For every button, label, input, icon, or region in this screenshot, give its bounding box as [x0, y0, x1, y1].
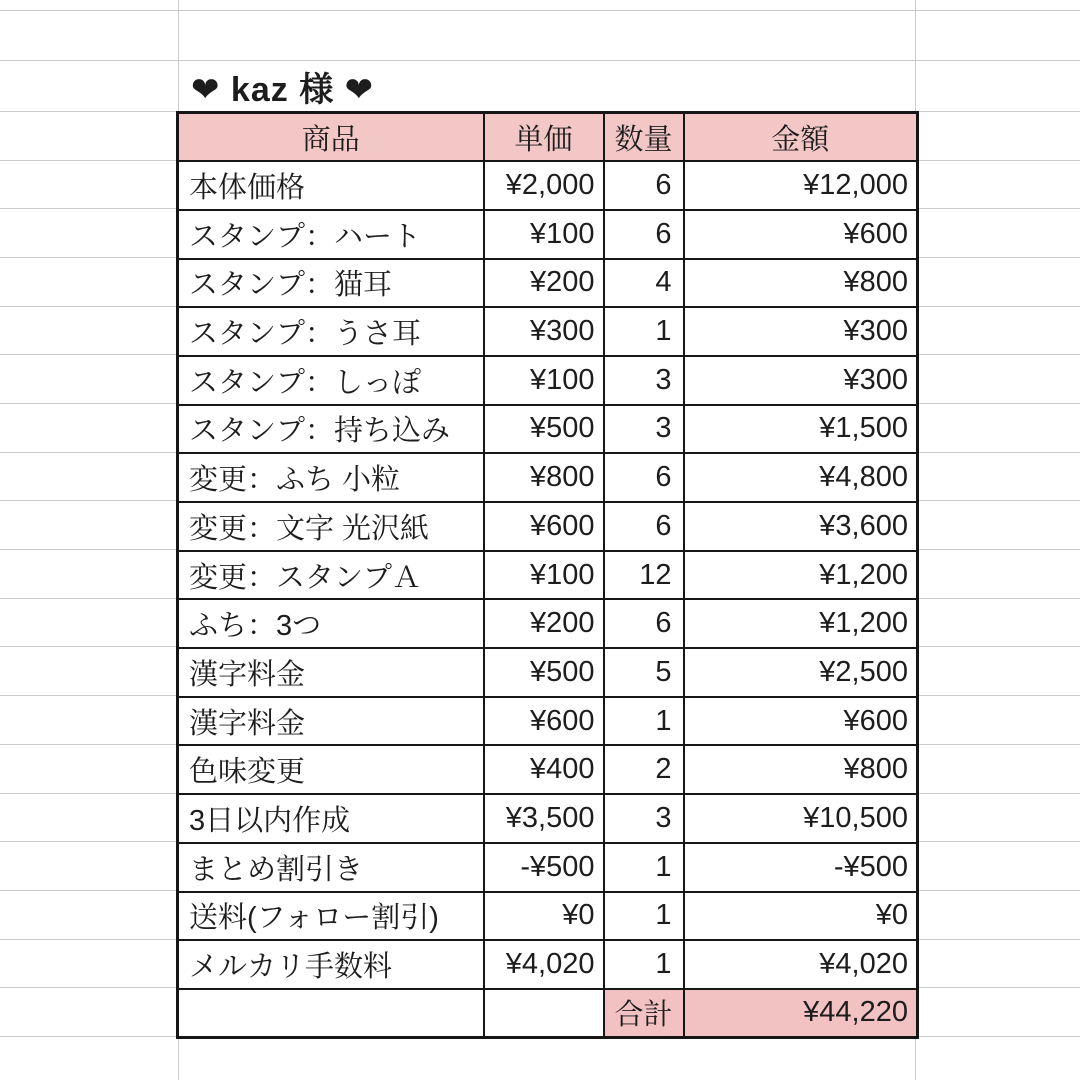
table-row [178, 843, 918, 892]
gridline-horizontal [0, 10, 1080, 11]
cell-unit-price[interactable]: ¥200 [484, 599, 604, 648]
table-row [178, 648, 918, 697]
cell-item[interactable]: 送料(フォロー割引) [178, 892, 484, 941]
table-body [178, 161, 918, 989]
cell-amount[interactable]: ¥800 [684, 745, 918, 794]
cell-qty[interactable]: 12 [604, 551, 684, 600]
cell-unit-price[interactable]: ¥200 [484, 259, 604, 308]
cell-amount[interactable]: ¥3,600 [684, 502, 918, 551]
invoice-table [176, 111, 919, 1039]
cell-amount[interactable]: -¥500 [684, 843, 918, 892]
cell-unit-price[interactable]: ¥0 [484, 892, 604, 941]
cell-qty[interactable]: 1 [604, 307, 684, 356]
cell-unit-price[interactable]: ¥500 [484, 648, 604, 697]
cell-qty[interactable]: 6 [604, 210, 684, 259]
cell-amount[interactable]: ¥1,200 [684, 599, 918, 648]
cell-qty[interactable]: 6 [604, 453, 684, 502]
cell-qty[interactable]: 6 [604, 161, 684, 210]
cell-amount[interactable]: ¥10,500 [684, 794, 918, 843]
table-row [178, 502, 918, 551]
cell-amount[interactable]: ¥300 [684, 356, 918, 405]
cell-unit-price[interactable]: ¥300 [484, 307, 604, 356]
cell-amount[interactable]: ¥12,000 [684, 161, 918, 210]
cell-unit-price[interactable]: ¥400 [484, 745, 604, 794]
cell-amount[interactable]: ¥1,200 [684, 551, 918, 600]
table-row [178, 551, 918, 600]
cell-amount[interactable]: ¥300 [684, 307, 918, 356]
customer-title: ❤ kaz 様 ❤ [191, 70, 375, 109]
table-row [178, 356, 918, 405]
table-row [178, 259, 918, 308]
cell-unit-price[interactable]: ¥3,500 [484, 794, 604, 843]
cell-qty[interactable]: 4 [604, 259, 684, 308]
cell-item[interactable]: ふち：3つ [178, 599, 484, 648]
cell-qty[interactable]: 3 [604, 405, 684, 454]
cell-item[interactable]: スタンプ：猫耳 [178, 259, 484, 308]
cell-unit-price[interactable]: ¥500 [484, 405, 604, 454]
cell-item[interactable]: スタンプ：持ち込み [178, 405, 484, 454]
header-cell-item[interactable]: 商品 [178, 113, 484, 162]
cell-amount[interactable]: ¥2,500 [684, 648, 918, 697]
cell-unit-price[interactable]: ¥2,000 [484, 161, 604, 210]
cell-qty[interactable]: 3 [604, 356, 684, 405]
table-row [178, 745, 918, 794]
header-cell-unit-price[interactable]: 単価 [484, 113, 604, 162]
total-amount-cell[interactable]: ¥44,220 [684, 989, 918, 1038]
cell-item[interactable]: 漢字料金 [178, 648, 484, 697]
cell-item[interactable]: スタンプ：ハート [178, 210, 484, 259]
cell-item[interactable]: まとめ割引き [178, 843, 484, 892]
cell-qty[interactable]: 1 [604, 843, 684, 892]
cell-item[interactable]: スタンプ：しっぽ [178, 356, 484, 405]
table-row [178, 940, 918, 989]
cell-item[interactable]: 本体価格 [178, 161, 484, 210]
cell-qty[interactable]: 5 [604, 648, 684, 697]
total-row [178, 989, 918, 1038]
cell-item[interactable]: 漢字料金 [178, 697, 484, 746]
cell-qty[interactable]: 1 [604, 892, 684, 941]
table-row [178, 405, 918, 454]
table-row [178, 210, 918, 259]
cell-amount[interactable]: ¥600 [684, 697, 918, 746]
cell-amount[interactable]: ¥4,800 [684, 453, 918, 502]
cell-amount[interactable]: ¥1,500 [684, 405, 918, 454]
cell-item[interactable]: 変更：文字 光沢紙 [178, 502, 484, 551]
cell-unit-price[interactable]: -¥500 [484, 843, 604, 892]
cell-item[interactable]: 変更：スタンプＡ [178, 551, 484, 600]
cell-empty[interactable] [484, 989, 604, 1038]
cell-amount[interactable]: ¥0 [684, 892, 918, 941]
table-row [178, 697, 918, 746]
cell-qty[interactable]: 6 [604, 599, 684, 648]
table-row [178, 892, 918, 941]
cell-qty[interactable]: 6 [604, 502, 684, 551]
cell-unit-price[interactable]: ¥100 [484, 551, 604, 600]
table-row [178, 794, 918, 843]
cell-item[interactable]: 3日以内作成 [178, 794, 484, 843]
table-row [178, 599, 918, 648]
table-row [178, 307, 918, 356]
header-cell-qty[interactable]: 数量 [604, 113, 684, 162]
table-row [178, 161, 918, 210]
title-cell[interactable] [179, 61, 915, 111]
cell-amount[interactable]: ¥600 [684, 210, 918, 259]
cell-unit-price[interactable]: ¥4,020 [484, 940, 604, 989]
total-label-cell[interactable]: 合計 [604, 989, 684, 1038]
cell-qty[interactable]: 3 [604, 794, 684, 843]
cell-unit-price[interactable]: ¥600 [484, 697, 604, 746]
header-row [178, 113, 918, 162]
cell-item[interactable]: 色味変更 [178, 745, 484, 794]
cell-qty[interactable]: 1 [604, 940, 684, 989]
cell-empty[interactable] [178, 989, 484, 1038]
cell-amount[interactable]: ¥800 [684, 259, 918, 308]
cell-unit-price[interactable]: ¥800 [484, 453, 604, 502]
table-row [178, 453, 918, 502]
cell-item[interactable]: メルカリ手数料 [178, 940, 484, 989]
header-cell-amount[interactable]: 金額 [684, 113, 918, 162]
cell-unit-price[interactable]: ¥100 [484, 356, 604, 405]
cell-unit-price[interactable]: ¥600 [484, 502, 604, 551]
cell-qty[interactable]: 2 [604, 745, 684, 794]
cell-amount[interactable]: ¥4,020 [684, 940, 918, 989]
cell-unit-price[interactable]: ¥100 [484, 210, 604, 259]
cell-item[interactable]: スタンプ：うさ耳 [178, 307, 484, 356]
cell-item[interactable]: 変更：ふち 小粒 [178, 453, 484, 502]
cell-qty[interactable]: 1 [604, 697, 684, 746]
